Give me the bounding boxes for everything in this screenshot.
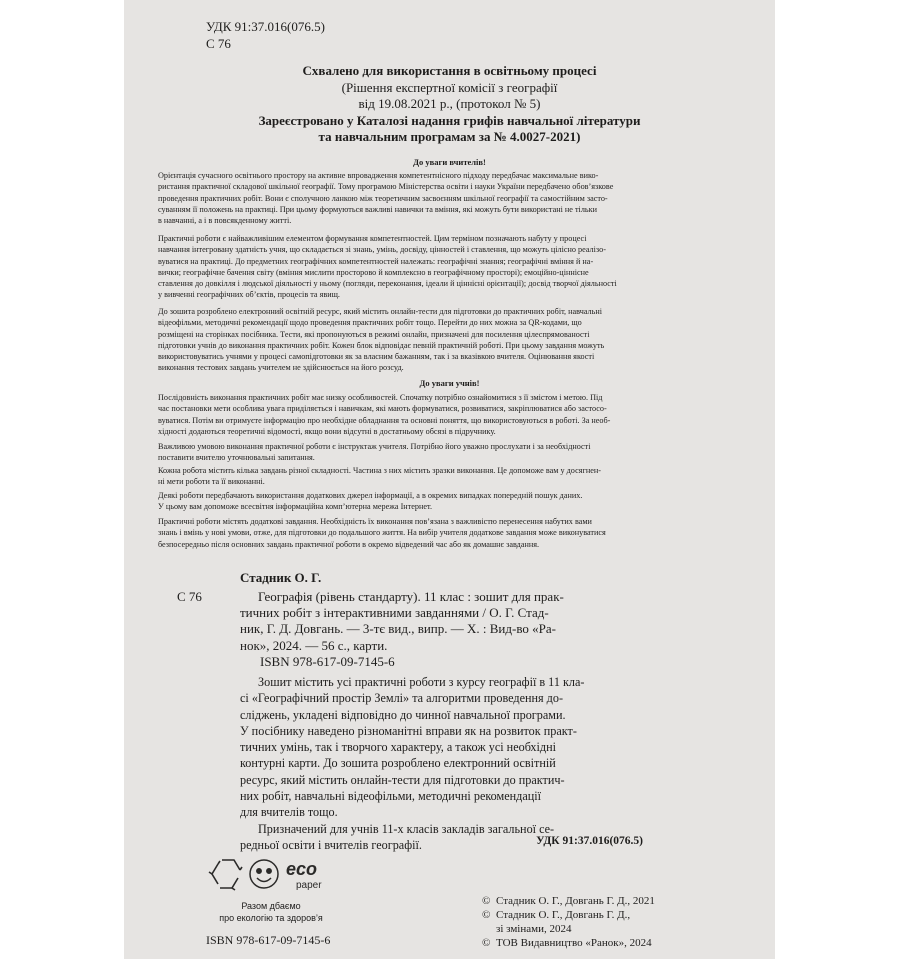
paper-logo-text: paper bbox=[296, 880, 322, 891]
smiley-icon bbox=[250, 860, 278, 888]
book-page bbox=[124, 0, 775, 959]
copyright-icon: © bbox=[482, 895, 491, 907]
copyright-icon: © bbox=[482, 909, 491, 921]
isbn-footer: ISBN 978-617-09-7145-6 bbox=[206, 933, 331, 947]
approval-line: Схвалено для використання в освітньому процесі bbox=[302, 63, 597, 78]
students-paragraph-3: Кожна робота містить кілька завдань різної складності. Частина з них містить зразки виконання. Це допоможе вам у досягнен- ні мети роботи та її виконанні. bbox=[158, 466, 601, 487]
udk-code: УДК 91:37.016(076.5) bbox=[206, 19, 325, 34]
approval-line: (Рішення експертної комісії з географії bbox=[341, 79, 558, 95]
biblio-author: Стадник О. Г. bbox=[240, 570, 322, 585]
eco-logo-text: eco bbox=[286, 859, 318, 879]
recycle-icon bbox=[209, 860, 242, 890]
approval-line: від 19.08.2021 р., (протокол № 5) bbox=[358, 96, 541, 111]
catalog-index: С 76 bbox=[206, 36, 231, 51]
biblio-isbn: ISBN 978-617-09-7145-6 bbox=[260, 654, 395, 669]
copyright-block bbox=[482, 894, 655, 950]
students-paragraph-4: Деякі роботи передбачають використання додаткових джерел інформації, а в окремих випадках попередній пошук даних. У цьому вам допоможе всесвітня інформаційна комп’ютерна мережа Інтернет. bbox=[158, 491, 583, 512]
eco-paper-logo bbox=[208, 850, 338, 900]
eco-caption-line: Разом дбаємо bbox=[241, 901, 301, 911]
copyright-line: зі змінами, 2024 bbox=[496, 923, 572, 935]
copyright-line: © ТОВ Видавництво «Ранок», 2024 bbox=[482, 937, 652, 949]
approval-line: та навчальним програмам за № 4.0027-2021) bbox=[318, 129, 581, 144]
teachers-paragraph-2: Практичні роботи є найважливішим елементом формування компетентностей. Цим терміном позначають набуту у процесі навчання інтегровану здатність учня, що складається зі знань, умінь, досвіду, цінностей і ставлення, що можуть цілісно реалізо- вуватися на практиці. До предметних географічних компетентностей належать: географічні знання; географічні вміння й на- вички; географічне бачення світу (вміння мислити просторово й комплексно в географічному просторі); емоційно-ціннісне ставлення до довкілля і людської діяльності у ньому (погляди, переконання, ідеали й ціннісні орієнтації); досвід творчої діяльності у вивченні географічних об’єктів, процесів та явищ. bbox=[158, 234, 617, 300]
eco-caption bbox=[196, 900, 346, 924]
copyright-icon: © bbox=[482, 937, 491, 949]
biblio-index: С 76 bbox=[177, 589, 202, 604]
students-heading: До уваги учнів! bbox=[419, 378, 480, 388]
udk-header bbox=[206, 18, 325, 52]
students-paragraph-2: Важливою умовою виконання практичної роботи є інструктаж учителя. Потрібно його уважно прослухати і за необхідності поставити вчителю уточнювальні запитання. bbox=[158, 442, 591, 463]
teachers-paragraph-3: До зошита розроблено електронний освітній ресурс, який містить онлайн-тести для підготовки до практичних робіт, навчальні відеофільми, методичні рекомендації щодо проведення практичних робіт тощо. Перейти до них можна за QR-кодами, що розміщені на сторінках посібника. Тести, які пропонуються в режимі онлайн, призначені для посилення цілеспрямованості підготовки учнів до виконання практичних робіт. Кожен блок відповідає певній практичній роботі. При цьому завдання можуть використовуватись учнями у процесі самопідготовки як за власним бажанням, так і за вказівкою вчителя. Оцінювання якості виконання тестових завдань учителем не здійснюється на його розсуд. bbox=[158, 307, 605, 373]
copyright-line: © Стадник О. Г., Довгань Г. Д., bbox=[482, 909, 631, 921]
students-paragraph-1: Послідовність виконання практичних робіт має низку особливостей. Спочатку потрібно ознайомитися з її змістом і метою. Під час постановки мети особлива увага приділяється і навичкам, які мають формуватися, розвиватися, закріплюватися або застосо- вуватися. Потім ви отримуєте інформацію про необхідне обладнання та основні поняття, що використовуються в роботі. За необ- хідності додаються теоретичні відомості, якщо вони відсутні в достатньому обсязі в підручнику. bbox=[158, 393, 611, 436]
eco-caption-line: про екологію та здоров’я bbox=[219, 913, 323, 923]
copyright-line: © Стадник О. Г., Довгань Г. Д., 2021 bbox=[482, 895, 655, 907]
approval-line: Зареєстровано у Каталозі надання грифів навчальної літератури bbox=[258, 112, 641, 128]
students-paragraph-5: Практичні роботи містять додаткові завдання. Необхідність їх виконання пов’язана з важливістю перенесення набутих вами знань і вмінь у нові умови, отже, для підготовки до подальшого життя. На вибір учителя додаткове завдання може виконуватися безпосередньо після основних завдань практичної роботи в окремо відведений час або як домашнє завдання. bbox=[158, 517, 606, 549]
approval-block bbox=[144, 63, 755, 146]
annotation: Зошит містить усі практичні роботи з курсу географії в 11 кла- сі «Географічний простір Землі» та алгоритми проведення до- сліджень, укладені відповідно до чинної навчальної програми. У посібнику наведено різноманітні вправи як на розвиток практ- тичних умінь, так і творчого характеру, а також усі необхідні контурні карти. До зошита розроблено електронний освітній ресурс, який містить онлайн-тести для підготовки до практич- них робіт, навчальні відеофільми, методичні рекомендації для вчителів тощо. Призначений для учнів 11-х класів закладів загальної се- редньої освіти і вчителів географії. bbox=[240, 675, 585, 852]
teachers-paragraph-1: Орієнтація сучасного освітнього простору на активне впровадження компетентнісного підходу передбачає максимальне вико- ристання практичної складової шкільної географії. Тому програмою Міністерства освіти і науки України передбачено обов’язкове проведення практичних робіт. Вони є сполучною ланкою між теоретичним засвоєнням шкільної географії та самостійним засто- суванням її положень на практиці. При цьому формуються важливі навички та вміння, які можуть бути використані не тільки в навчанні, а і в повсякденному житті. bbox=[158, 171, 614, 226]
udk-footer: УДК 91:37.016(076.5) bbox=[536, 835, 643, 847]
biblio-description: Географія (рівень стандарту). 11 клас : зошит для прак- тичних робіт з інтерактивними завданнями / О. Г. Стад- ник, Г. Д. Довгань. — 3-тє вид., випр. — Х. : Вид-во «Ра- нок», 2024. — 56 с., карти. bbox=[240, 589, 564, 653]
teachers-heading: До уваги вчителів! bbox=[413, 157, 486, 167]
